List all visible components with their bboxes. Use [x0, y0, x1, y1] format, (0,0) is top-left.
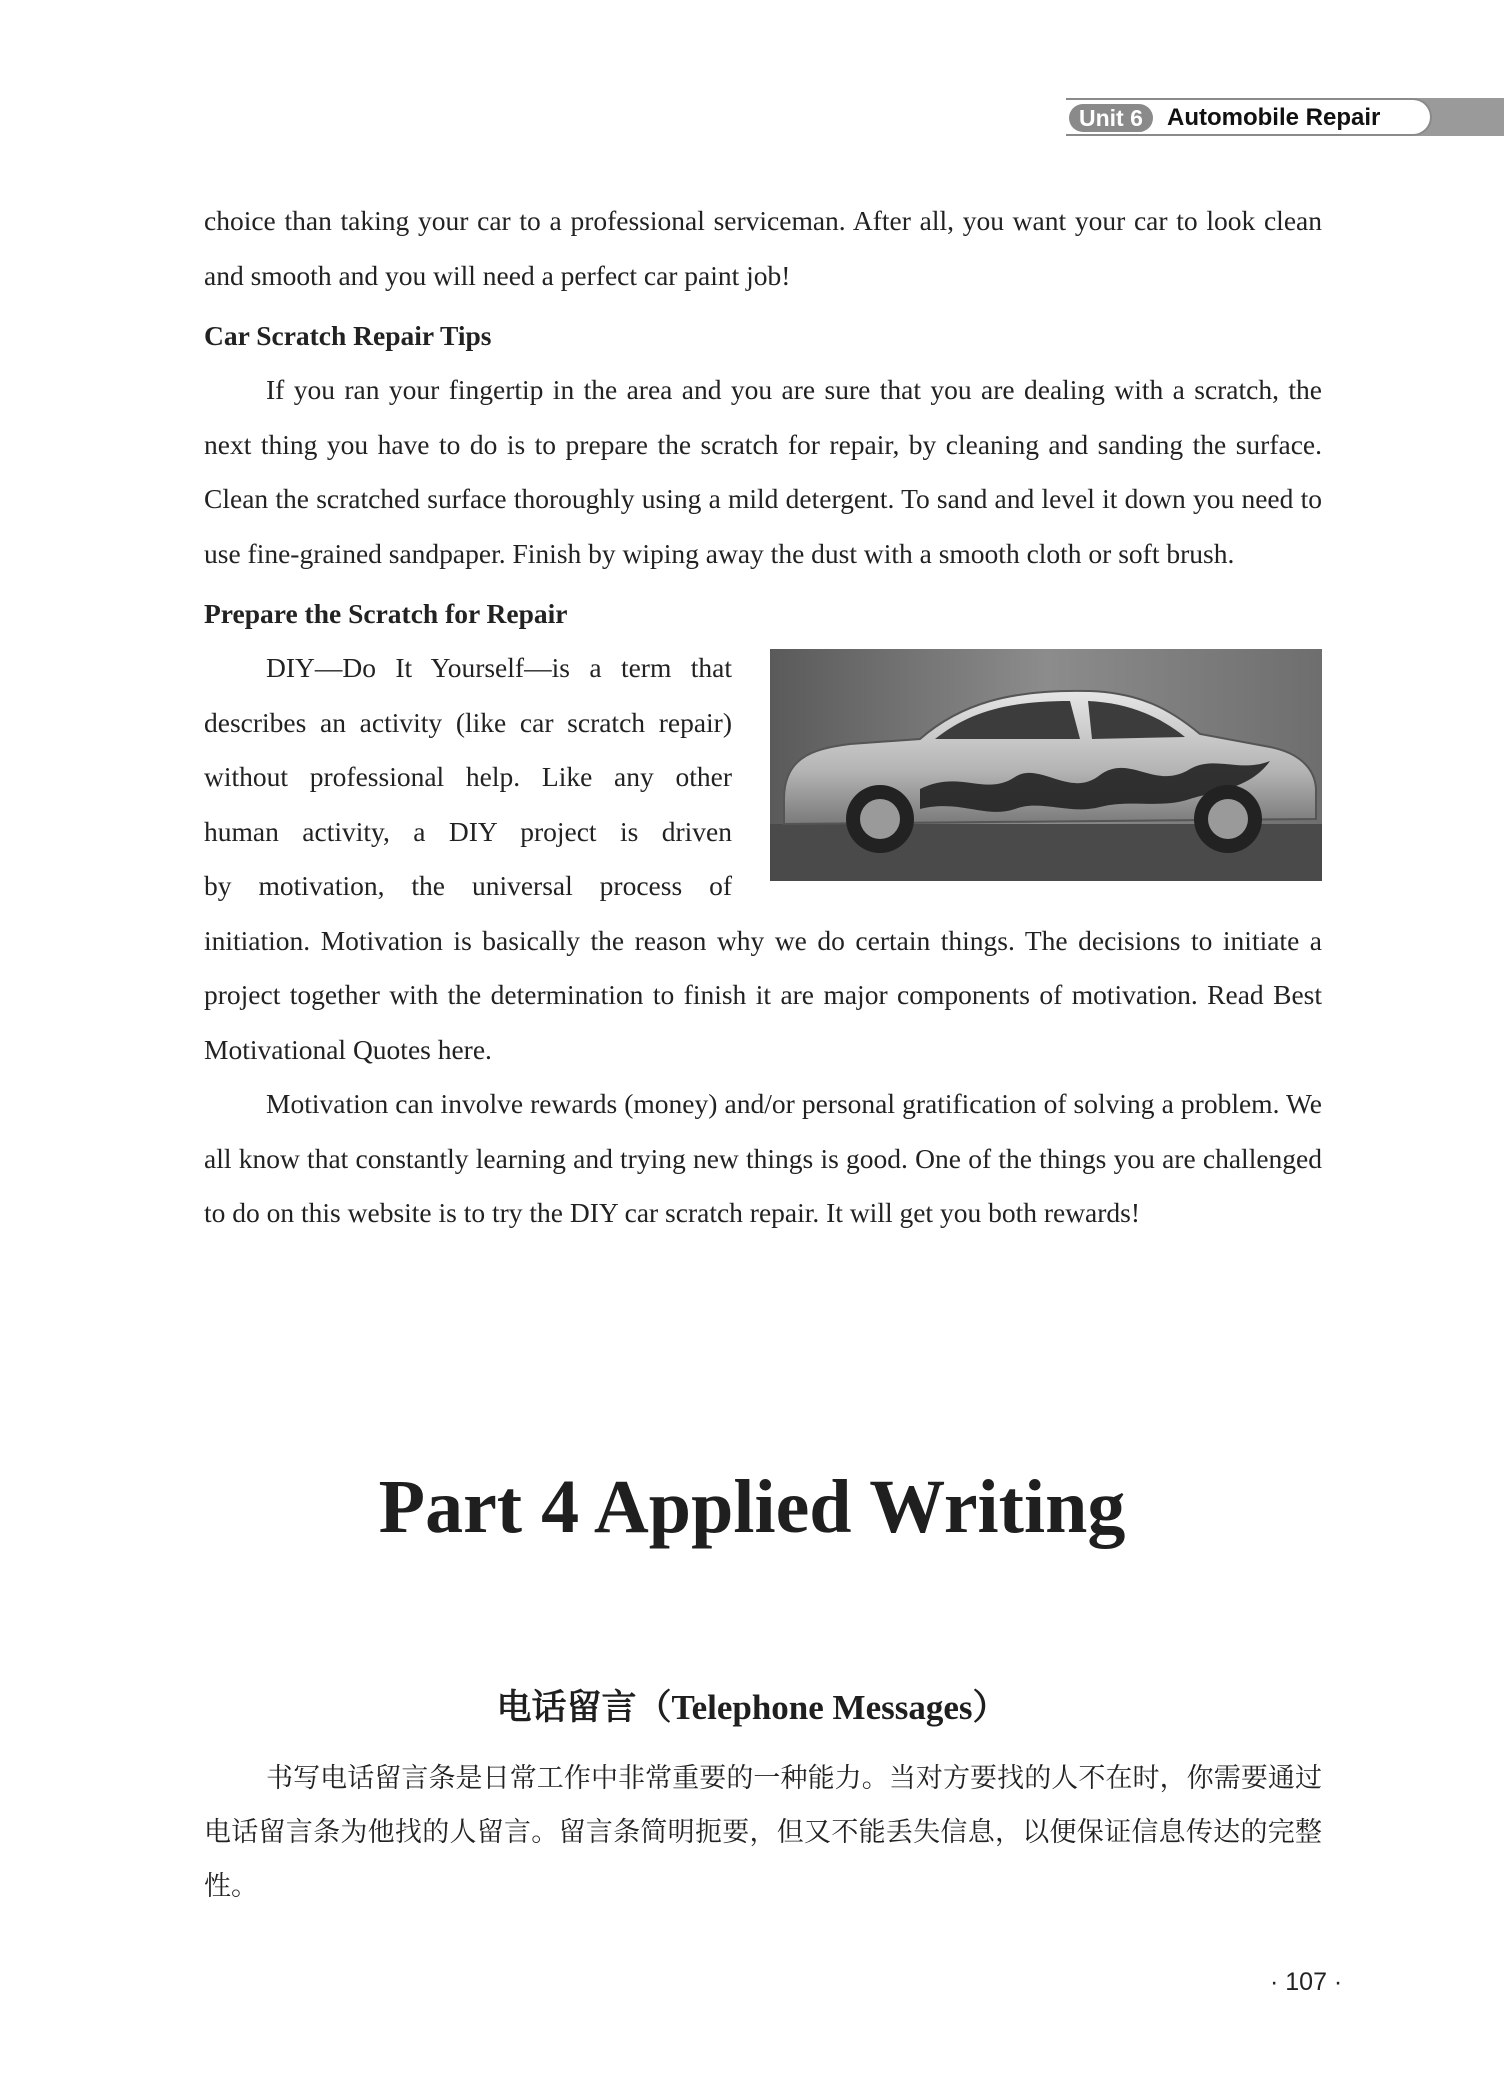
body-content: [204, 194, 1322, 1241]
paragraph-3-line-4: human activity, a DIY project is driven: [204, 815, 732, 847]
part-title: Part 4 Applied Writing: [378, 1465, 1126, 1549]
paragraph-3-line-3: without professional help. Like any other: [204, 761, 732, 792]
chinese-paragraph: 书写电话留言条是日常工作中非常重要的一种能力。当对方要找的人不在时，你需要通过电话留言条为他找的人留言。留言条简明扼要，但又不能丢失信息，以便保证信息传达的完整性。: [204, 1763, 1322, 1902]
paragraph-1: choice than taking your car to a professional serviceman. After all, you want your car to look clean and smooth and you will need a perfect car paint job!: [204, 205, 1322, 291]
paragraph-3-line-1: DIY—Do It Yourself—is a term that: [266, 652, 732, 683]
paragraph-3-line-5: by motivation, the universal process of: [204, 870, 732, 901]
paragraph-3-rest: initiation. Motivation is basically the reason why we do certain things. The decisions to initiate a project together with the determination to finish it are major components of motivation. Read Best Motivational Quotes here.: [204, 924, 1322, 1065]
heading-car-scratch-repair-tips: Car Scratch Repair Tips: [204, 320, 492, 351]
car-photo: [770, 649, 1322, 881]
paragraph-4: Motivation can involve rewards (money) and/or personal gratification of solving a problem. We all know that constantly learning and trying new things is good. One of the things you are challenged to do on this website is to try the DIY car scratch repair. It will get you both rewards!: [204, 1088, 1322, 1228]
unit-badge: Unit 6: [1069, 104, 1153, 132]
heading-prepare-scratch: Prepare the Scratch for Repair: [204, 598, 568, 629]
paragraph-3-line-2: describes an activity (like car scratch repair): [204, 706, 732, 738]
section-title: 电话留言（Telephone Messages）: [496, 1688, 1008, 1727]
unit-title: Automobile Repair: [1167, 104, 1381, 131]
car-illustration: [770, 649, 1322, 881]
paragraph-2: If you ran your fingertip in the area and you are sure that you are dealing with a scratch, the next thing you have to do is to prepare the scratch for repair, by cleaning and sanding the surface. Clean the scratched surface thoroughly using a mild detergent. To sand and level it down you need to use fine-grained sandpaper. Finish by wiping away the dust with a smooth cloth or soft brush.: [204, 374, 1322, 569]
running-header: [1066, 98, 1504, 136]
header-pill: [1066, 98, 1432, 136]
page-number: · 107 ·: [1270, 1968, 1343, 1996]
